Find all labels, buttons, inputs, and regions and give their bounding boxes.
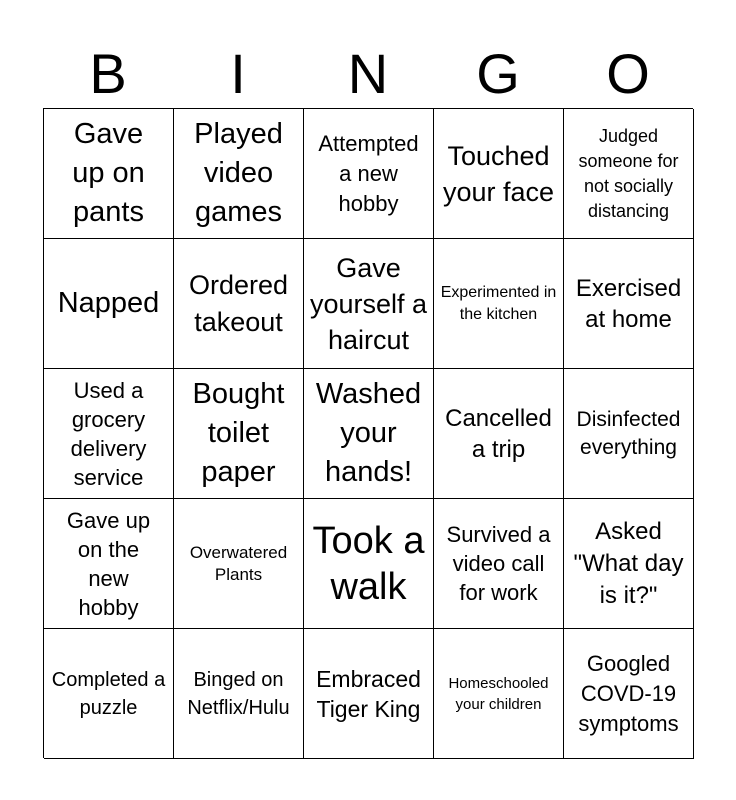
cell-text: Napped <box>57 287 160 319</box>
header-letter-o: O <box>606 42 650 105</box>
bingo-cell[interactable] <box>304 109 434 239</box>
bingo-cell[interactable] <box>304 369 434 499</box>
bingo-cell[interactable] <box>304 239 434 369</box>
cell-text: Touched your face <box>442 140 555 207</box>
cell-text: Gave yourself a haircut <box>309 252 428 355</box>
cell-text: Took a walk <box>312 519 425 608</box>
bingo-cell[interactable] <box>564 629 694 759</box>
bingo-cell[interactable] <box>44 369 174 499</box>
bingo-cell[interactable] <box>44 629 174 759</box>
cell-text: Gave up on the new hobby <box>66 507 151 620</box>
bingo-cell[interactable] <box>174 369 304 499</box>
bingo-cell[interactable] <box>304 499 434 629</box>
bingo-cell[interactable] <box>44 239 174 369</box>
cell-text: Experimented in the kitchen <box>440 283 557 323</box>
header-letter-i: I <box>230 42 246 105</box>
header-letter-g: G <box>476 42 520 105</box>
cell-text: Homeschooled your children <box>448 674 549 713</box>
bingo-cell[interactable] <box>434 239 564 369</box>
bingo-cell[interactable] <box>434 369 564 499</box>
cell-text: Overwatered Plants <box>189 542 288 584</box>
bingo-cell[interactable] <box>174 109 304 239</box>
cell-text: Played video games <box>194 118 283 228</box>
cell-text: Survived a video call for work <box>446 522 551 605</box>
bingo-cell[interactable] <box>434 499 564 629</box>
bingo-cell[interactable] <box>174 629 304 759</box>
cell-text: Bought toilet paper <box>192 378 285 488</box>
bingo-header <box>43 40 693 108</box>
cell-text: Judged someone for not socially distancing <box>578 125 679 221</box>
bingo-cell[interactable] <box>564 499 694 629</box>
bingo-cell[interactable] <box>564 239 694 369</box>
bingo-cell[interactable] <box>174 499 304 629</box>
cell-text: Completed a puzzle <box>51 668 166 719</box>
cell-text: Washed your hands! <box>315 378 422 488</box>
cell-text: Exercised at home <box>575 274 682 333</box>
bingo-cell[interactable] <box>564 369 694 499</box>
bingo-grid <box>43 108 693 758</box>
bingo-cell[interactable] <box>304 629 434 759</box>
cell-text: Cancelled a trip <box>445 404 552 463</box>
cell-text: Disinfected everything <box>576 407 681 459</box>
cell-text: Asked "What day is it?" <box>573 517 684 609</box>
bingo-cell[interactable] <box>44 109 174 239</box>
cell-text: Embraced Tiger King <box>316 665 421 722</box>
cell-text: Gave up on pants <box>72 118 145 228</box>
cell-text: Attempted a new hobby <box>318 130 419 216</box>
bingo-cell[interactable] <box>434 109 564 239</box>
bingo-cell[interactable] <box>434 629 564 759</box>
bingo-cell[interactable] <box>564 109 694 239</box>
cell-text: Binged on Netflix/Hulu <box>187 668 290 719</box>
cell-text: Ordered takeout <box>188 269 289 337</box>
bingo-cell[interactable] <box>44 499 174 629</box>
cell-text: Used a grocery delivery service <box>70 377 147 490</box>
header-letter-b: B <box>89 42 127 105</box>
bingo-cell[interactable] <box>174 239 304 369</box>
header-letter-n: N <box>347 42 389 105</box>
cell-text: Googled COVD-19 symptoms <box>578 650 679 736</box>
